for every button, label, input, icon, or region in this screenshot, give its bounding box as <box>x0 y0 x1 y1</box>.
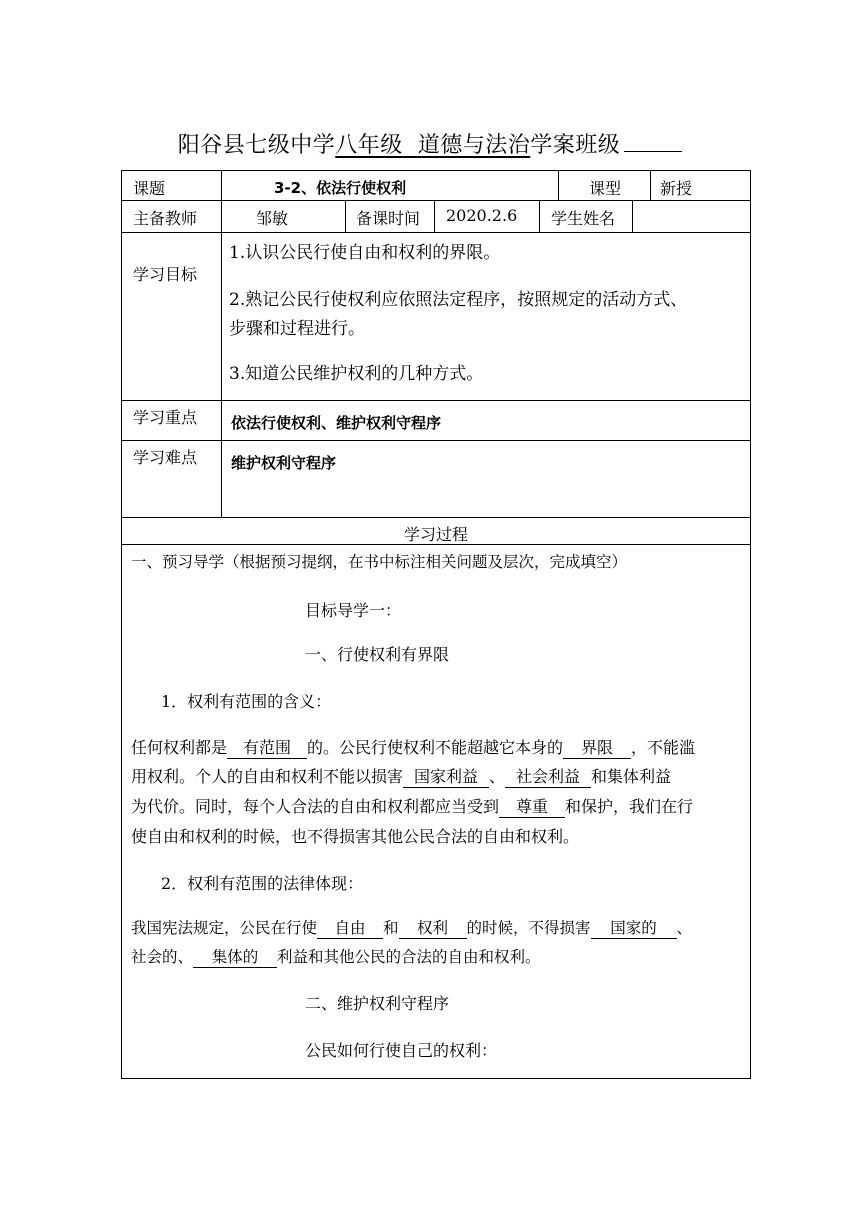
subject: 道德与法治 <box>417 133 531 158</box>
topic-label: 课题 <box>133 179 166 198</box>
key-points-label: 学习重点 <box>133 408 198 427</box>
goal-item: 1.认识公民行使自由和权利的界限。 <box>229 243 501 263</box>
paragraph-1-line: 为代价。同时，每个人合法的自由和权利都应当受到 尊重 和保护，我们在行 <box>131 797 694 816</box>
paragraph-1-line: 任何权利都是 有范围 的。公民行使权利不能超越它本身的 界限 ，不能滥 <box>131 738 696 757</box>
answer-blank: 自由 <box>317 918 383 939</box>
teacher-value: 邹敏 <box>256 209 289 228</box>
prep-time-label: 备课时间 <box>356 209 421 228</box>
goal-item: 2.熟记公民行使权利应依照法定程序，按照规定的活动方式、 <box>229 290 688 310</box>
class-blank <box>624 131 682 152</box>
difficult-points-label: 学习难点 <box>133 448 198 467</box>
preview-instruction: 一、预习导学（根据预习提纲，在书中标注相关问题及层次，完成填空） <box>131 553 628 571</box>
goals-label: 学习目标 <box>133 265 198 284</box>
question-text: 公民如何行使自己的权利： <box>305 1041 498 1060</box>
student-name-label: 学生姓名 <box>551 209 616 228</box>
answer-blank: 有范围 <box>227 738 307 759</box>
item-heading-2: 2．权利有范围的法律体现： <box>161 874 364 893</box>
paragraph-1-line: 使自由和权利的时候，也不得损害其他公民合法的自由和权利。 <box>131 827 580 846</box>
page-title <box>0 128 860 159</box>
grade: 八年级 <box>335 133 403 158</box>
answer-blank: 界限 <box>563 738 631 759</box>
key-points-value: 依法行使权利、维护权利守程序 <box>231 414 442 432</box>
subject-gap <box>403 133 418 158</box>
section-heading-1: 一、行使权利有界限 <box>305 645 450 664</box>
paragraph-1-line: 用权利。个人的自由和权利不能以损害 国家利益 、 社会利益 和集体利益 <box>131 767 672 786</box>
answer-blank: 国家的 <box>591 918 677 939</box>
section-heading-2: 二、维护权利守程序 <box>305 994 450 1013</box>
target-heading: 目标导学一： <box>305 601 402 620</box>
goal-item: 步骤和过程进行。 <box>229 319 365 339</box>
title-suffix: 学案班级 <box>530 133 621 158</box>
topic-value: 3-2、依法行使权利 <box>274 179 407 197</box>
answer-blank: 集体的 <box>193 947 277 968</box>
difficult-points-value: 维护权利守程序 <box>231 454 337 472</box>
paragraph-2-line: 社会的、 集体的 利益和其他公民的合法的自由和权利。 <box>131 948 541 966</box>
answer-blank: 尊重 <box>499 797 565 818</box>
answer-blank: 权利 <box>399 918 467 939</box>
school-name: 阳谷县七级中学 <box>177 133 336 158</box>
goal-item: 3.知道公民维护权利的几种方式。 <box>229 364 484 384</box>
type-value: 新授 <box>660 179 693 198</box>
answer-blank: 社会利益 <box>505 767 591 788</box>
teacher-label: 主备教师 <box>133 209 198 228</box>
prep-time-value: 2020.2.6 <box>446 206 518 225</box>
process-label: 学习过程 <box>403 525 468 544</box>
type-label: 课型 <box>589 179 622 198</box>
item-heading-1: 1．权利有范围的含义： <box>161 692 332 711</box>
answer-blank: 国家利益 <box>403 767 489 788</box>
paragraph-2-line: 我国宪法规定，公民在行使 自由 和 权利 的时候，不得损害 国家的 、 <box>131 919 693 937</box>
